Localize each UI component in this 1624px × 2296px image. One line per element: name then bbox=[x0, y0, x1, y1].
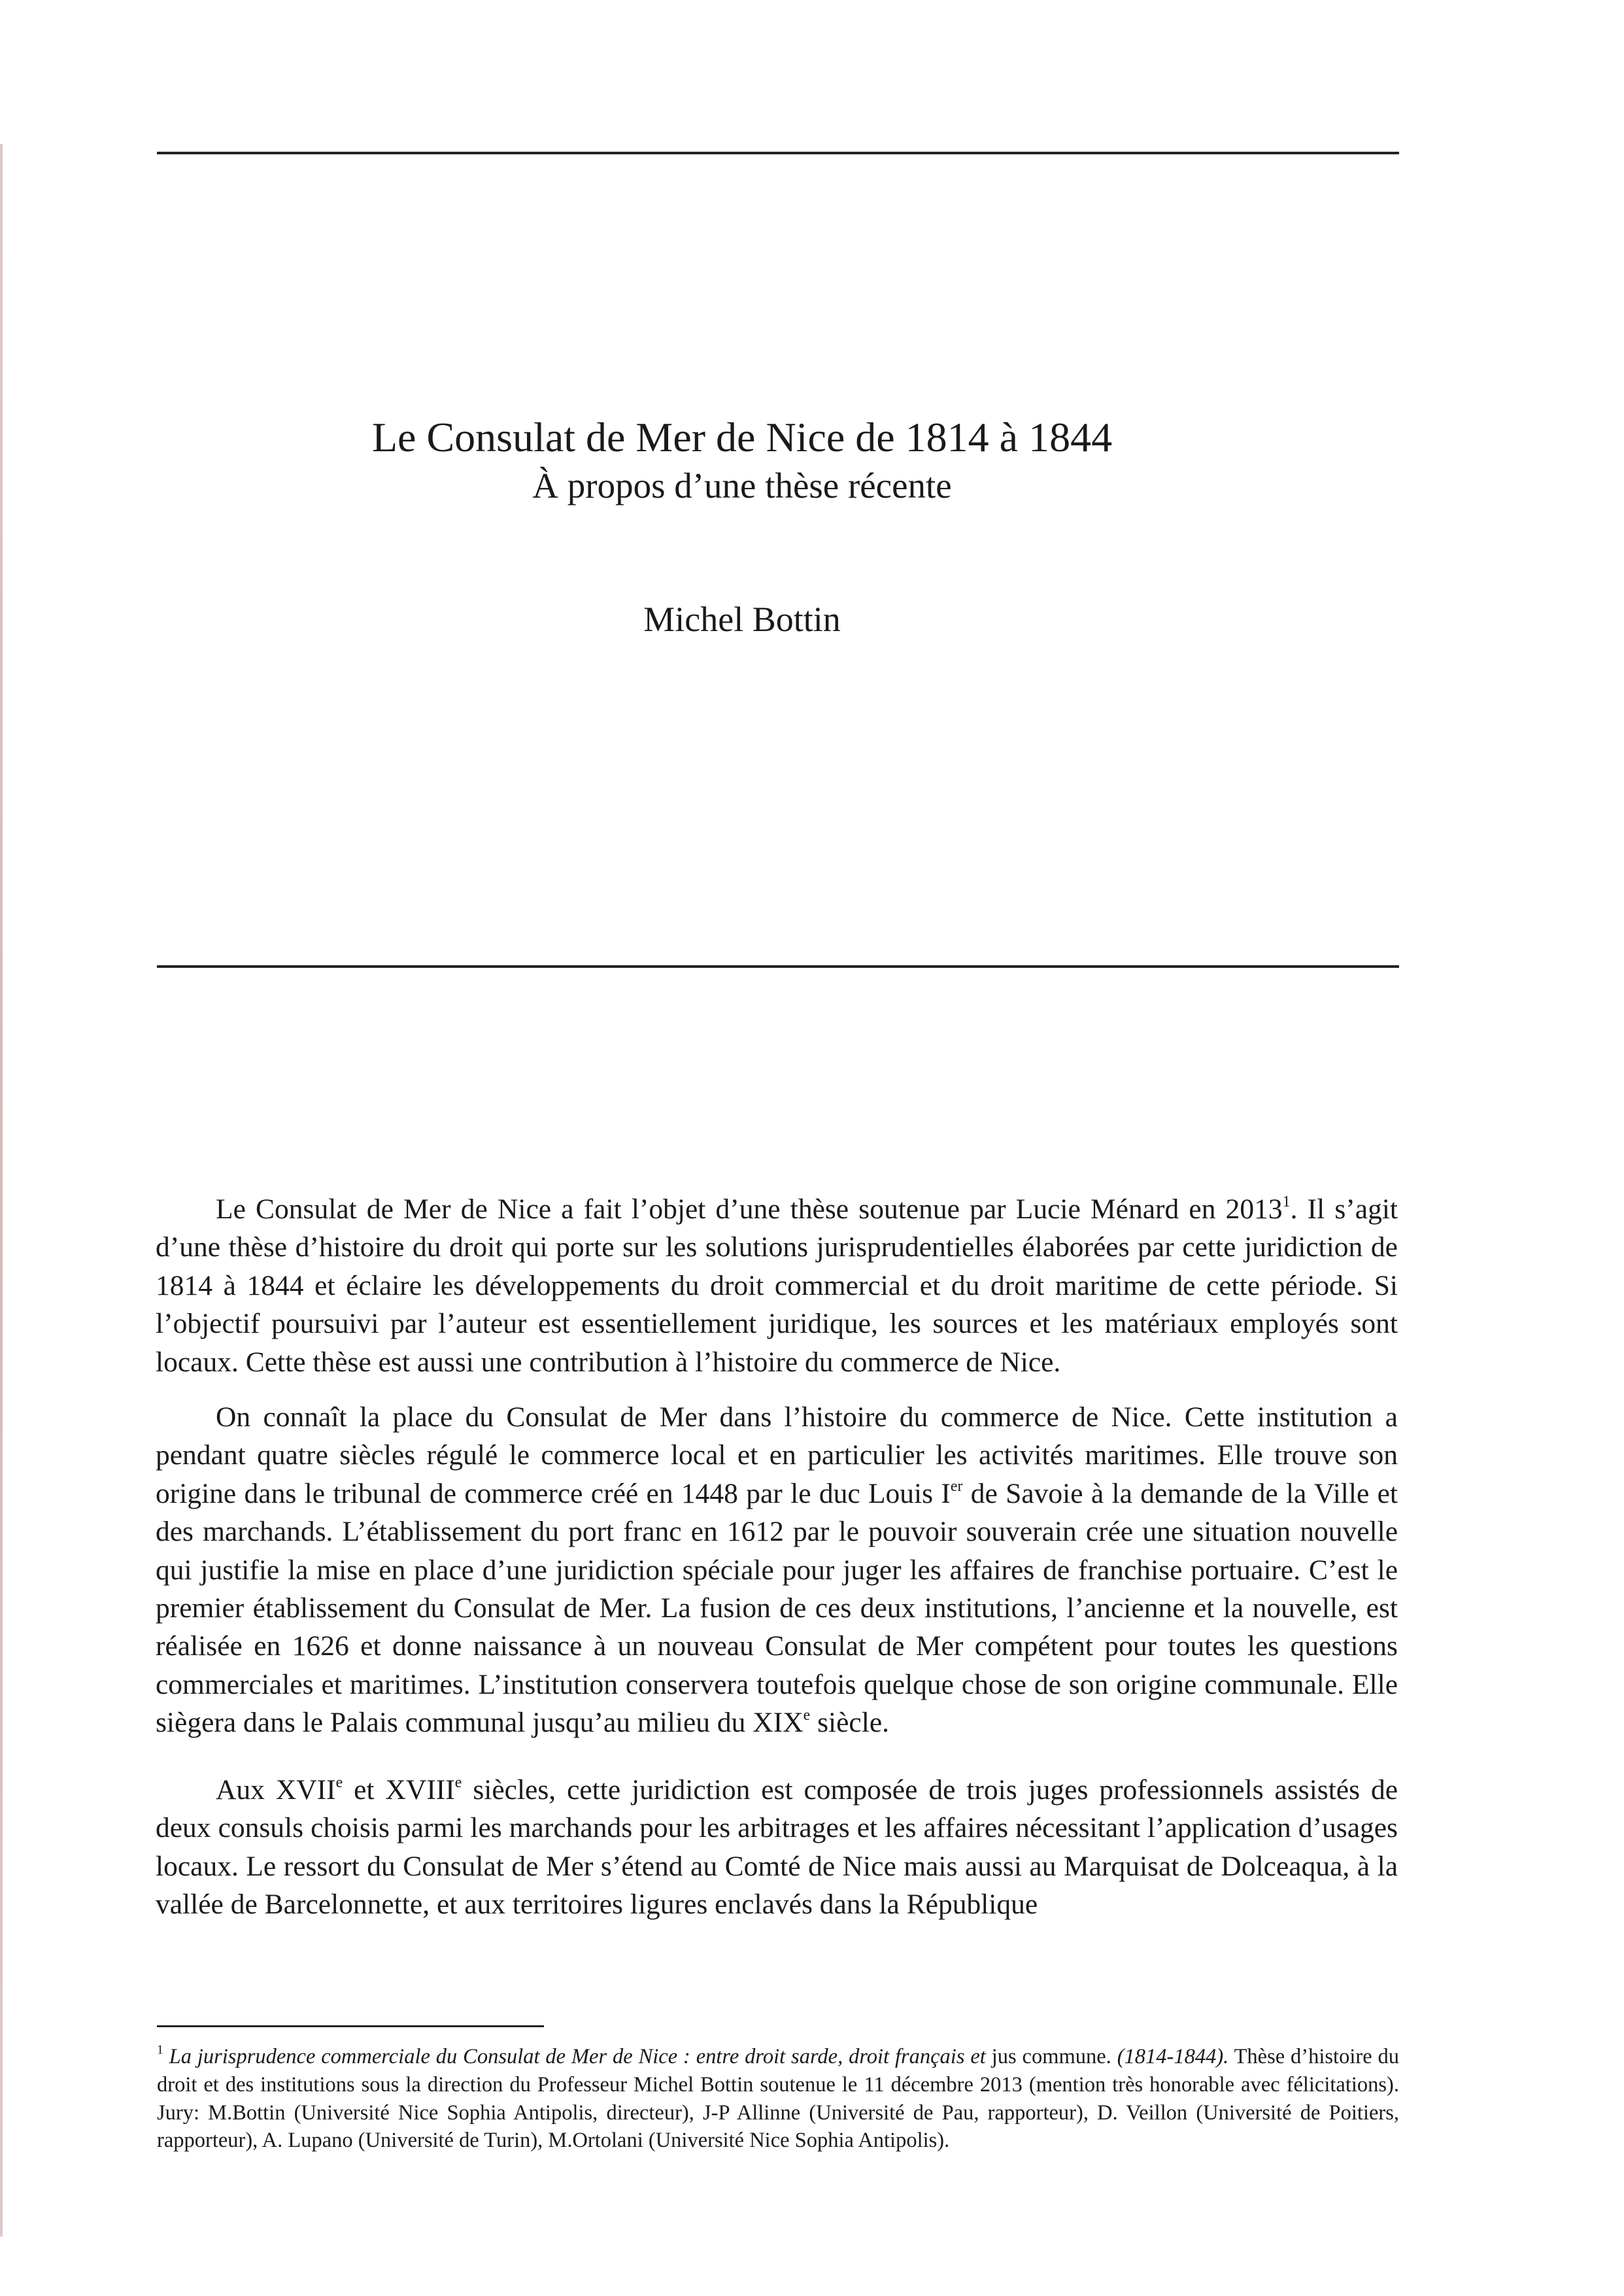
paragraph-1-text-b: . Il s’agit d’une thèse d’histoire du droit qui porte sur les solutions jurisprudentielles élaborées par cette juridiction de 1814 à 1844 et éclaire les développements du droit commercial et du droit maritime de cette période. Si l’objectif poursuivi par l’auteur est essentiellement juridique, les sources et les matériaux employés sont locaux. Cette thèse est aussi une contribution à l’histoire du commerce de Nice. bbox=[156, 1193, 1398, 1378]
paragraph-2 bbox=[156, 1398, 1398, 1742]
header-bottom-rule bbox=[157, 965, 1399, 968]
article-subtitle: À propos d’une thèse récente bbox=[532, 466, 952, 505]
paragraph-3 bbox=[156, 1771, 1398, 1924]
article-title: Le Consulat de Mer de Nice de 1814 à 1844 bbox=[371, 414, 1113, 460]
superscript: e bbox=[335, 1773, 343, 1791]
footnote-separator bbox=[157, 2025, 544, 2027]
superscript: e bbox=[803, 1707, 811, 1724]
superscript: er bbox=[950, 1477, 963, 1495]
paragraph-2-text-a: On connaît la place du Consulat de Mer dans l’histoire du commerce de Nice. Cette institution a pendant quatre siècles régulé le commerce local et en particulier les activités maritimes. Elle trouve son origine dans le tribunal de commerce créé en 1448 par le duc Louis I bbox=[156, 1401, 1398, 1509]
footnote-thesis-title: La jurisprudence commerciale du Consulat de Mer de Nice : entre droit sarde, droit français et bbox=[169, 2045, 986, 2068]
article-body bbox=[156, 1190, 1398, 1940]
author-name: Michel Bottin bbox=[643, 600, 841, 639]
footnote-text: jus commune. bbox=[985, 2045, 1117, 2068]
paragraph-3-text-a: Aux XVII bbox=[216, 1773, 336, 1806]
paragraph-2-text-b: de Savoie à la demande de la Ville et des marchands. L’établissement du port franc en 1612 par le pouvoir souverain crée une situation nouvelle qui justifie la mise en place d’une juridiction spéciale pour juger les affaires de franchise portuaire. C’est le premier établissement du Consulat de Mer. La fusion de ces deux institutions, l’ancienne et la nouvelle, est réalisée en 1626 et donne naissance à un nouveau Consulat de Mer compétent pour toutes les questions commerciales et maritimes. L’institution conservera toutefois quelque chose de son origine communale. Elle siègera dans le Palais communal jusqu’au milieu du XIX bbox=[156, 1477, 1398, 1739]
paragraph-1 bbox=[156, 1190, 1398, 1381]
header-top-rule bbox=[157, 152, 1399, 154]
page-edge-mark bbox=[0, 144, 3, 2236]
superscript: e bbox=[454, 1773, 462, 1791]
title-block bbox=[157, 412, 1399, 509]
paragraph-3-text-b: et XVIII bbox=[343, 1773, 455, 1806]
footnote-1 bbox=[157, 2043, 1399, 2155]
footnote-text-details: Thèse d’histoire du droit et des institutions sous la direction du Professeur Michel Bottin soutenue le 11 décembre 2013 (mention très honorable avec félicitations). Jury: M.Bottin (Université Nice Sophia Antipolis, directeur), J-P Allinne (Université de Pau, rapporteur), D. Veillon (Université de Poitiers, rapporteur), A. Lupano (Université de Turin), M.Ortolani (Université Nice Sophia Antipolis). bbox=[157, 2045, 1399, 2153]
footnote-marker: 1 bbox=[157, 2043, 163, 2057]
paragraph-3-text-c: siècles, cette juridiction est composée de trois juges professionnels assistés de deux consuls choisis parmi les marchands pour les arbitrages et les affaires nécessitant l’application d’usages locaux. Le ressort du Consulat de Mer s’étend au Comté de Nice mais aussi au Marquisat de Dolceaqua, à la vallée de Barcelonnette, et aux territoires ligures enclavés dans la République bbox=[156, 1773, 1398, 1920]
paragraph-1-text-a: Le Consulat de Mer de Nice a fait l’objet d’une thèse soutenue par Lucie Ménard en 2013 bbox=[216, 1193, 1283, 1225]
footnote-dates: (1814-1844). bbox=[1117, 2045, 1229, 2068]
paragraph-2-text-c: siècle. bbox=[810, 1707, 890, 1739]
footnote-reference[interactable]: 1 bbox=[1282, 1193, 1291, 1211]
